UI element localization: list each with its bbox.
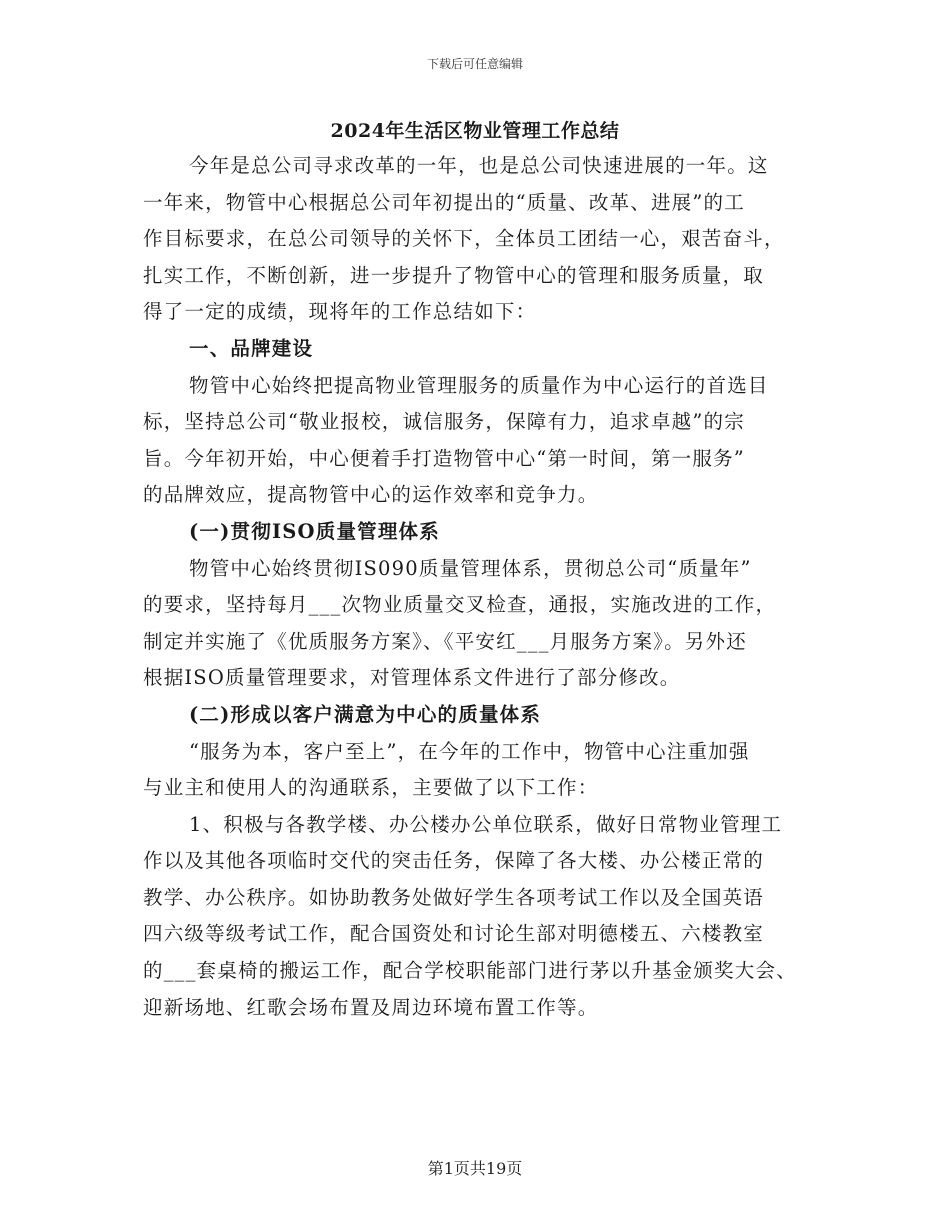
paragraph-line: 的要求，坚持每月___次物业质量交叉检查，通报，实施改进的工作， (143, 593, 777, 617)
paragraph-line: 根据ISO质量管理要求，对管理体系文件进行了部分修改。 (143, 666, 681, 690)
paragraph-line: 1、积极与各教学楼、办公楼办公单位联系，做好日常物业管理工 (189, 812, 783, 836)
document-title: 2024年生活区物业管理工作总结 (330, 120, 620, 142)
paragraph-line: 的品牌效应，提高物管中心的运作效率和竞争力。 (143, 483, 599, 507)
paragraph-line: 作以及其他各项临时交代的突击任务，保障了各大楼、办公楼正常的 (143, 849, 765, 873)
page-number: 第1页共19页 (427, 1159, 523, 1178)
paragraph-line: 迎新场地、红歌会场布置及周边环境布置工作等。 (143, 995, 599, 1019)
paragraph-line: “服务为本，客户至上”，在今年的工作中，物管中心注重加强 (189, 739, 750, 763)
paragraph-line: 的___套桌椅的搬运工作，配合学校职能部门进行茅以升基金颁奖大会、 (143, 959, 797, 983)
paragraph-line: 旨。今年初开始，中心便着手打造物管中心“第一时间，第一服务” (143, 446, 745, 470)
paragraph-line: 教学、办公秩序。如协助教务处做好学生各项考试工作以及全国英语 (143, 885, 765, 909)
paragraph-line: 扎实工作，不断创新，进一步提升了物管中心的管理和服务质量，取 (143, 263, 765, 287)
subsection-heading: (二)形成以客户满意为中心的质量体系 (189, 702, 542, 726)
document-body (143, 148, 823, 1026)
paragraph-line: 一年来，物管中心根据总公司年初提出的“质量、改革、进展”的工 (143, 190, 745, 214)
paragraph-line: 标，坚持总公司“敬业报校，诚信服务，保障有力，追求卓越”的宗 (143, 410, 745, 434)
paragraph-line: 作目标要求，在总公司领导的关怀下，全体员工团结一心，艰苦奋斗， (143, 227, 785, 251)
paragraph-line: 制定并实施了《优质服务方案》、《平安红___月服务方案》。另外还 (143, 629, 747, 653)
paragraph-line: 四六级等级考试工作，配合国资处和讨论生部对明德楼五、六楼教室 (143, 922, 765, 946)
paragraph-line: 物管中心始终把提高物业管理服务的质量作为中心运行的首选目 (189, 373, 769, 397)
paragraph-line: 今年是总公司寻求改革的一年，也是总公司快速进展的一年。这 (189, 154, 769, 177)
paragraph-line: 物管中心始终贯彻IS090质量管理体系，贯彻总公司“质量年” (189, 556, 752, 580)
section-heading: 一、品牌建设 (189, 336, 314, 360)
header-note: 下载后可任意编辑 (426, 57, 523, 71)
paragraph-line: 得了一定的成绩，现将年的工作总结如下： (143, 300, 537, 324)
paragraph-line: 与业主和使用人的沟通联系，主要做了以下工作： (143, 776, 599, 800)
subsection-heading: (一)贯彻ISO质量管理体系 (189, 519, 440, 543)
